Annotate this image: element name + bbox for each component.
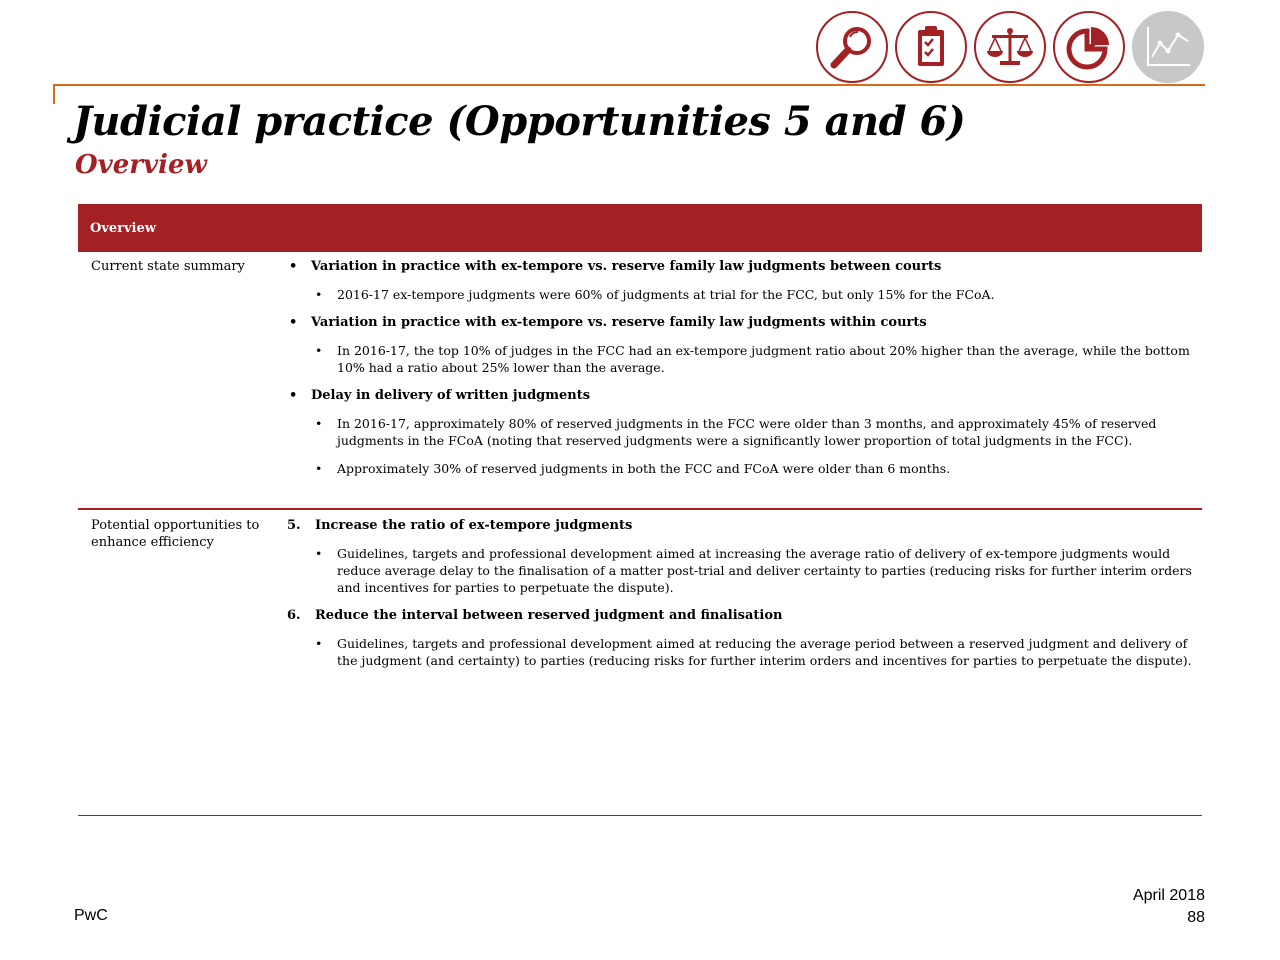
item-number: 6. [287, 608, 301, 623]
numbered-heading [286, 607, 1202, 624]
bullet-text: 2016-17 ex-tempore judgments were 60% of judgments at trial for the FCC, but only 15% for the FCoA. [337, 287, 995, 302]
row-content [286, 258, 1202, 508]
row-label: Current state summary [91, 259, 245, 274]
bullet-text: Delay in delivery of written judgments [311, 388, 591, 403]
overview-table [78, 204, 1202, 816]
header-rule-tick [53, 84, 55, 104]
sub-bullet: • Guidelines, targets and professional development aimed at reducing the average period between a reserved judgment and delivery of the judgment (and certainty) to parties (reducing risks for further interim orders and incentives for parties to perpetuate the dispute). [315, 636, 1192, 668]
numbered-heading [286, 517, 1202, 534]
footer-company: PwC [74, 907, 108, 924]
line-chart-icon[interactable] [1132, 11, 1204, 83]
bullet-text: In 2016-17, the top 10% of judges in the FCC had an ex-tempore judgment ratio about 20% higher than the average, while the bottom 10% had a ratio about 25% lower than the average. [337, 343, 1190, 375]
sub-bullet: • In 2016-17, approximately 80% of reserved judgments in the FCC were older than 3 months, and approximately 45% of reserved judgments in the FCoA (noting that reserved judgments were a significantly lower proportion of total judgments in the FCC). [315, 416, 1157, 448]
bullet-text: Approximately 30% of reserved judgments in both the FCC and FCoA were older than 6 months. [337, 461, 951, 476]
header-rule [53, 84, 1205, 86]
heading-bullet: • Delay in delivery of written judgments [289, 388, 591, 403]
table-header: Overview [78, 204, 1202, 252]
heading-bullet: • Variation in practice with ex-tempore vs. reserve family law judgments between courts [289, 259, 942, 274]
bullet-text: Increase the ratio of ex-tempore judgments [315, 518, 633, 533]
sub-bullet: • Guidelines, targets and professional development aimed at increasing the average ratio of delivery of ex-tempore judgments would reduce average delay to the finalisation of a matter post-trial and deliver certainty to parties (reducing risks for further interim orders and incentives for parties to perpetuate the dispute). [315, 546, 1192, 595]
scales-icon[interactable] [974, 11, 1046, 83]
sub-bullet: • Approximately 30% of reserved judgments in both the FCC and FCoA were older than 6 months. [315, 461, 951, 476]
bullet-text: Guidelines, targets and professional development aimed at increasing the average ratio of delivery of ex-tempore judgments would reduce average delay to the finalisation of a matter post-trial and deliver certainty to parties (reducing risks for further interim orders and incentives for parties to perpetuate the dispute). [337, 546, 1192, 595]
clipboard-checklist-icon[interactable] [895, 11, 967, 83]
item-number: 5. [287, 518, 301, 533]
row-content [286, 517, 1202, 815]
sub-bullet: • 2016-17 ex-tempore judgments were 60% of judgments at trial for the FCC, but only 15% for the FCoA. [315, 287, 995, 302]
page-title: Judicial practice (Opportunities 5 and 6) [73, 98, 966, 145]
page-number: 88 [1187, 909, 1205, 926]
footer-meta [1133, 885, 1205, 929]
footer-date: April 2018 [1132, 887, 1205, 904]
bullet-text: Reduce the interval between reserved judgment and finalisation [315, 608, 783, 623]
table-row-current-state [78, 252, 1202, 508]
bullet-text: In 2016-17, approximately 80% of reserved judgments in the FCC were older than 3 months, and approximately 45% of reserved judgments in the FCoA (noting that reserved judgments were a significantly lower proportion of total judgments in the FCC). [337, 416, 1157, 448]
sub-bullet: • In 2016-17, the top 10% of judges in the FCC had an ex-tempore judgment ratio about 20% higher than the average, while the bottom 10% had a ratio about 25% lower than the average. [315, 343, 1190, 375]
bullet-text: Guidelines, targets and professional development aimed at reducing the average period between a reserved judgment and delivery of the judgment (and certainty) to parties (reducing risks for further interim orders and incentives for parties to perpetuate the dispute). [337, 636, 1192, 668]
row-label: Potential opportunities to enhance efficiency [91, 518, 260, 550]
magnifier-icon[interactable] [816, 11, 888, 83]
pie-chart-icon[interactable] [1053, 11, 1125, 83]
page-subtitle: Overview [75, 150, 207, 180]
bullet-text: Variation in practice with ex-tempore vs. reserve family law judgments within courts [311, 315, 927, 330]
table-row-opportunities [78, 510, 1202, 816]
heading-bullet: • Variation in practice with ex-tempore vs. reserve family law judgments within courts [289, 315, 927, 330]
bullet-text: Variation in practice with ex-tempore vs. reserve family law judgments between courts [311, 259, 942, 274]
